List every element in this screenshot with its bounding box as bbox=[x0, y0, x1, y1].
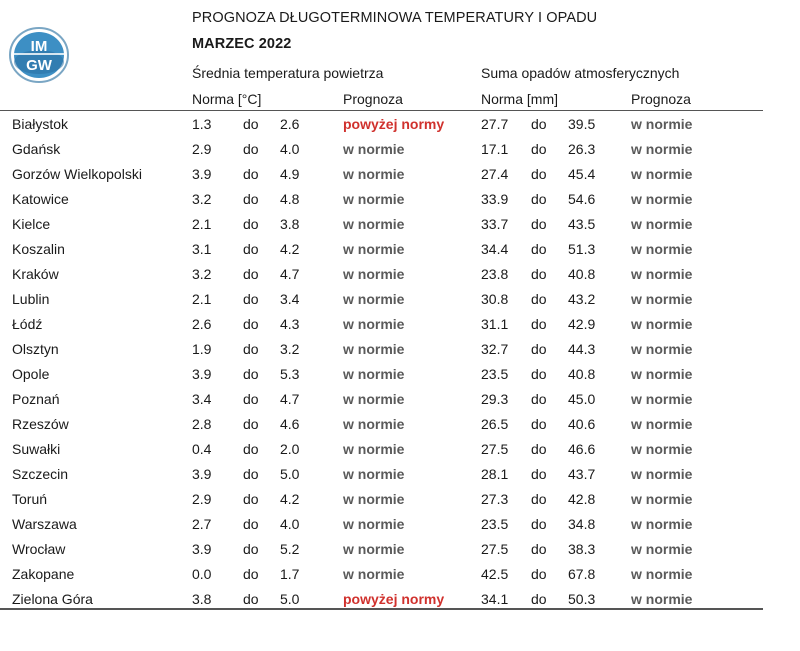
temperature-norm-min: 2.9 bbox=[192, 141, 212, 157]
precipitation-norm-max: 54.6 bbox=[568, 191, 596, 207]
temperature-forecast: w normie bbox=[343, 291, 405, 307]
precipitation-norm-min: 34.1 bbox=[481, 591, 509, 607]
precipitation-norm-min: 33.9 bbox=[481, 191, 509, 207]
precipitation-forecast: w normie bbox=[631, 266, 693, 282]
imgw-logo-icon bbox=[8, 26, 70, 84]
table-top-rule bbox=[0, 110, 763, 111]
city-name: Warszawa bbox=[12, 516, 77, 532]
temperature-norm-min: 1.9 bbox=[192, 341, 212, 357]
temperature-forecast: w normie bbox=[343, 241, 405, 257]
table-row bbox=[0, 562, 763, 587]
precipitation-norm-min: 27.3 bbox=[481, 491, 509, 507]
precipitation-norm-separator: do bbox=[531, 291, 547, 307]
temperature-forecast: w normie bbox=[343, 516, 405, 532]
city-name: Poznań bbox=[12, 391, 60, 407]
precipitation-forecast: w normie bbox=[631, 516, 693, 532]
temperature-norm-max: 3.8 bbox=[280, 216, 300, 232]
precipitation-forecast: w normie bbox=[631, 291, 693, 307]
precipitation-norm-max: 43.2 bbox=[568, 291, 596, 307]
precipitation-norm-separator: do bbox=[531, 416, 547, 432]
precipitation-forecast: w normie bbox=[631, 416, 693, 432]
table-row bbox=[0, 287, 763, 312]
temperature-forecast: w normie bbox=[343, 441, 405, 457]
precipitation-norm-separator: do bbox=[531, 441, 547, 457]
city-name: Suwałki bbox=[12, 441, 61, 457]
precipitation-forecast: w normie bbox=[631, 491, 693, 507]
precipitation-forecast: w normie bbox=[631, 241, 693, 257]
temperature-forecast: w normie bbox=[343, 316, 405, 332]
precipitation-norm-min: 30.8 bbox=[481, 291, 509, 307]
temperature-norm-min: 2.1 bbox=[192, 291, 212, 307]
temperature-norm-min: 3.9 bbox=[192, 366, 212, 382]
temperature-forecast: w normie bbox=[343, 341, 405, 357]
temperature-norm-min: 3.1 bbox=[192, 241, 212, 257]
precipitation-norm-min: 27.4 bbox=[481, 166, 509, 182]
table-row bbox=[0, 312, 763, 337]
precipitation-norm-header: Norma [mm] bbox=[481, 91, 558, 107]
temperature-forecast: w normie bbox=[343, 391, 405, 407]
temperature-norm-min: 3.9 bbox=[192, 166, 212, 182]
temperature-norm-separator: do bbox=[243, 516, 259, 532]
temperature-group-header: Średnia temperatura powietrza bbox=[192, 65, 384, 81]
precipitation-norm-max: 40.8 bbox=[568, 266, 596, 282]
temperature-norm-max: 5.0 bbox=[280, 591, 300, 607]
precipitation-norm-max: 42.8 bbox=[568, 491, 596, 507]
temperature-norm-min: 3.2 bbox=[192, 266, 212, 282]
precipitation-group-header: Suma opadów atmosferycznych bbox=[481, 65, 680, 81]
precipitation-norm-min: 42.5 bbox=[481, 566, 509, 582]
temperature-forecast: w normie bbox=[343, 466, 405, 482]
temperature-norm-separator: do bbox=[243, 216, 259, 232]
temperature-norm-min: 3.8 bbox=[192, 591, 212, 607]
precipitation-norm-max: 45.0 bbox=[568, 391, 596, 407]
precipitation-norm-min: 29.3 bbox=[481, 391, 509, 407]
temperature-norm-separator: do bbox=[243, 441, 259, 457]
table-row bbox=[0, 462, 763, 487]
temperature-norm-max: 4.6 bbox=[280, 416, 300, 432]
precipitation-forecast: w normie bbox=[631, 341, 693, 357]
temperature-norm-max: 5.3 bbox=[280, 366, 300, 382]
precipitation-norm-min: 26.5 bbox=[481, 416, 509, 432]
precipitation-forecast: w normie bbox=[631, 166, 693, 182]
temperature-norm-max: 4.7 bbox=[280, 266, 300, 282]
precipitation-norm-min: 17.1 bbox=[481, 141, 509, 157]
city-name: Zakopane bbox=[12, 566, 75, 582]
table-row bbox=[0, 537, 763, 562]
logo-text-bottom: GW bbox=[26, 57, 52, 74]
city-name: Zielona Góra bbox=[12, 591, 93, 607]
temperature-norm-min: 2.8 bbox=[192, 416, 212, 432]
precipitation-forecast: w normie bbox=[631, 566, 693, 582]
table-row bbox=[0, 212, 763, 237]
city-name: Łódź bbox=[12, 316, 43, 332]
precipitation-norm-separator: do bbox=[531, 241, 547, 257]
table-row bbox=[0, 437, 763, 462]
city-name: Gdańsk bbox=[12, 141, 61, 157]
temperature-norm-separator: do bbox=[243, 491, 259, 507]
precipitation-forecast: w normie bbox=[631, 116, 693, 132]
city-name: Kraków bbox=[12, 266, 59, 282]
temperature-forecast: w normie bbox=[343, 216, 405, 232]
table-row bbox=[0, 112, 763, 137]
temperature-norm-max: 4.3 bbox=[280, 316, 300, 332]
table-row bbox=[0, 412, 763, 437]
temperature-norm-min: 0.0 bbox=[192, 566, 212, 582]
precipitation-norm-separator: do bbox=[531, 566, 547, 582]
city-name: Rzeszów bbox=[12, 416, 69, 432]
precipitation-norm-min: 31.1 bbox=[481, 316, 509, 332]
precipitation-norm-min: 33.7 bbox=[481, 216, 509, 232]
precipitation-norm-max: 43.5 bbox=[568, 216, 596, 232]
precipitation-norm-min: 27.7 bbox=[481, 116, 509, 132]
temperature-norm-separator: do bbox=[243, 291, 259, 307]
temperature-norm-max: 4.2 bbox=[280, 241, 300, 257]
temperature-norm-min: 1.3 bbox=[192, 116, 212, 132]
precipitation-forecast: w normie bbox=[631, 591, 693, 607]
table-row bbox=[0, 362, 763, 387]
city-name: Koszalin bbox=[12, 241, 65, 257]
table-row bbox=[0, 137, 763, 162]
precipitation-forecast: w normie bbox=[631, 466, 693, 482]
precipitation-norm-max: 34.8 bbox=[568, 516, 596, 532]
precipitation-norm-min: 34.4 bbox=[481, 241, 509, 257]
temperature-forecast: w normie bbox=[343, 491, 405, 507]
temperature-norm-separator: do bbox=[243, 541, 259, 557]
precipitation-norm-separator: do bbox=[531, 216, 547, 232]
precipitation-norm-min: 28.1 bbox=[481, 466, 509, 482]
precipitation-norm-separator: do bbox=[531, 166, 547, 182]
precipitation-norm-max: 50.3 bbox=[568, 591, 596, 607]
temperature-forecast: w normie bbox=[343, 416, 405, 432]
temperature-norm-separator: do bbox=[243, 191, 259, 207]
precipitation-norm-max: 42.9 bbox=[568, 316, 596, 332]
precipitation-forecast: w normie bbox=[631, 141, 693, 157]
temperature-norm-separator: do bbox=[243, 266, 259, 282]
temperature-norm-separator: do bbox=[243, 366, 259, 382]
temperature-norm-max: 4.7 bbox=[280, 391, 300, 407]
precipitation-norm-separator: do bbox=[531, 591, 547, 607]
precipitation-norm-max: 38.3 bbox=[568, 541, 596, 557]
temperature-norm-max: 1.7 bbox=[280, 566, 300, 582]
temperature-norm-max: 2.0 bbox=[280, 441, 300, 457]
precipitation-norm-separator: do bbox=[531, 116, 547, 132]
temperature-norm-max: 2.6 bbox=[280, 116, 300, 132]
temperature-norm-min: 0.4 bbox=[192, 441, 212, 457]
temperature-norm-min: 2.6 bbox=[192, 316, 212, 332]
table-row bbox=[0, 262, 763, 287]
temperature-norm-max: 5.0 bbox=[280, 466, 300, 482]
precipitation-forecast-header: Prognoza bbox=[631, 91, 691, 107]
precipitation-norm-separator: do bbox=[531, 141, 547, 157]
temperature-forecast: w normie bbox=[343, 166, 405, 182]
table-bottom-rule bbox=[0, 608, 763, 610]
city-name: Lublin bbox=[12, 291, 50, 307]
temperature-norm-min: 2.7 bbox=[192, 516, 212, 532]
temperature-norm-separator: do bbox=[243, 141, 259, 157]
city-name: Białystok bbox=[12, 116, 69, 132]
table-row bbox=[0, 487, 763, 512]
precipitation-norm-separator: do bbox=[531, 541, 547, 557]
precipitation-norm-max: 43.7 bbox=[568, 466, 596, 482]
document-period: MARZEC 2022 bbox=[192, 36, 292, 52]
forecast-table-body bbox=[0, 112, 763, 612]
temperature-forecast: w normie bbox=[343, 541, 405, 557]
precipitation-forecast: w normie bbox=[631, 441, 693, 457]
precipitation-norm-max: 67.8 bbox=[568, 566, 596, 582]
temperature-norm-min: 3.4 bbox=[192, 391, 212, 407]
temperature-norm-max: 4.9 bbox=[280, 166, 300, 182]
table-row bbox=[0, 237, 763, 262]
temperature-norm-max: 3.2 bbox=[280, 341, 300, 357]
precipitation-norm-max: 46.6 bbox=[568, 441, 596, 457]
temperature-norm-separator: do bbox=[243, 466, 259, 482]
temperature-norm-separator: do bbox=[243, 566, 259, 582]
temperature-norm-max: 4.0 bbox=[280, 141, 300, 157]
precipitation-norm-max: 40.8 bbox=[568, 366, 596, 382]
precipitation-norm-separator: do bbox=[531, 366, 547, 382]
precipitation-forecast: w normie bbox=[631, 191, 693, 207]
precipitation-norm-separator: do bbox=[531, 191, 547, 207]
table-row bbox=[0, 512, 763, 537]
precipitation-norm-min: 27.5 bbox=[481, 541, 509, 557]
temperature-norm-min: 3.2 bbox=[192, 191, 212, 207]
document-title: PROGNOZA DŁUGOTERMINOWA TEMPERATURY I OPADU bbox=[192, 10, 598, 26]
city-name: Wrocław bbox=[12, 541, 66, 557]
temperature-norm-separator: do bbox=[243, 116, 259, 132]
table-row bbox=[0, 187, 763, 212]
precipitation-norm-max: 39.5 bbox=[568, 116, 596, 132]
city-name: Katowice bbox=[12, 191, 69, 207]
temperature-norm-separator: do bbox=[243, 341, 259, 357]
precipitation-norm-separator: do bbox=[531, 341, 547, 357]
temperature-norm-max: 4.2 bbox=[280, 491, 300, 507]
city-name: Toruń bbox=[12, 491, 48, 507]
temperature-norm-max: 3.4 bbox=[280, 291, 300, 307]
precipitation-norm-max: 51.3 bbox=[568, 241, 596, 257]
precipitation-forecast: w normie bbox=[631, 366, 693, 382]
table-row bbox=[0, 387, 763, 412]
temperature-norm-header: Norma [°C] bbox=[192, 91, 262, 107]
temperature-forecast-header: Prognoza bbox=[343, 91, 403, 107]
temperature-norm-min: 3.9 bbox=[192, 466, 212, 482]
temperature-norm-separator: do bbox=[243, 416, 259, 432]
precipitation-norm-separator: do bbox=[531, 491, 547, 507]
temperature-norm-separator: do bbox=[243, 316, 259, 332]
precipitation-norm-separator: do bbox=[531, 516, 547, 532]
table-row bbox=[0, 162, 763, 187]
city-name: Opole bbox=[12, 366, 50, 382]
temperature-norm-max: 4.8 bbox=[280, 191, 300, 207]
temperature-norm-min: 2.1 bbox=[192, 216, 212, 232]
precipitation-norm-separator: do bbox=[531, 466, 547, 482]
city-name: Kielce bbox=[12, 216, 51, 232]
precipitation-norm-max: 40.6 bbox=[568, 416, 596, 432]
table-row bbox=[0, 337, 763, 362]
city-name: Gorzów Wielkopolski bbox=[12, 166, 142, 182]
temperature-forecast: w normie bbox=[343, 141, 405, 157]
precipitation-norm-min: 32.7 bbox=[481, 341, 509, 357]
temperature-forecast: powyżej normy bbox=[343, 116, 445, 132]
precipitation-norm-min: 23.5 bbox=[481, 366, 509, 382]
temperature-forecast: w normie bbox=[343, 191, 405, 207]
precipitation-norm-separator: do bbox=[531, 391, 547, 407]
precipitation-norm-max: 26.3 bbox=[568, 141, 596, 157]
temperature-forecast: w normie bbox=[343, 566, 405, 582]
temperature-norm-max: 4.0 bbox=[280, 516, 300, 532]
imgw-logo bbox=[8, 26, 70, 84]
city-name: Olsztyn bbox=[12, 341, 59, 357]
precipitation-norm-max: 45.4 bbox=[568, 166, 596, 182]
temperature-norm-separator: do bbox=[243, 166, 259, 182]
precipitation-forecast: w normie bbox=[631, 541, 693, 557]
city-name: Szczecin bbox=[12, 466, 69, 482]
temperature-forecast: powyżej normy bbox=[343, 591, 445, 607]
logo-text-top: IM bbox=[30, 38, 48, 55]
temperature-norm-separator: do bbox=[243, 391, 259, 407]
temperature-forecast: w normie bbox=[343, 366, 405, 382]
temperature-norm-min: 3.9 bbox=[192, 541, 212, 557]
precipitation-norm-min: 23.5 bbox=[481, 516, 509, 532]
temperature-norm-min: 2.9 bbox=[192, 491, 212, 507]
temperature-norm-separator: do bbox=[243, 241, 259, 257]
precipitation-norm-separator: do bbox=[531, 266, 547, 282]
temperature-forecast: w normie bbox=[343, 266, 405, 282]
temperature-norm-separator: do bbox=[243, 591, 259, 607]
precipitation-norm-max: 44.3 bbox=[568, 341, 596, 357]
temperature-norm-max: 5.2 bbox=[280, 541, 300, 557]
precipitation-forecast: w normie bbox=[631, 316, 693, 332]
precipitation-forecast: w normie bbox=[631, 216, 693, 232]
precipitation-forecast: w normie bbox=[631, 391, 693, 407]
precipitation-norm-min: 27.5 bbox=[481, 441, 509, 457]
precipitation-norm-separator: do bbox=[531, 316, 547, 332]
precipitation-norm-min: 23.8 bbox=[481, 266, 509, 282]
